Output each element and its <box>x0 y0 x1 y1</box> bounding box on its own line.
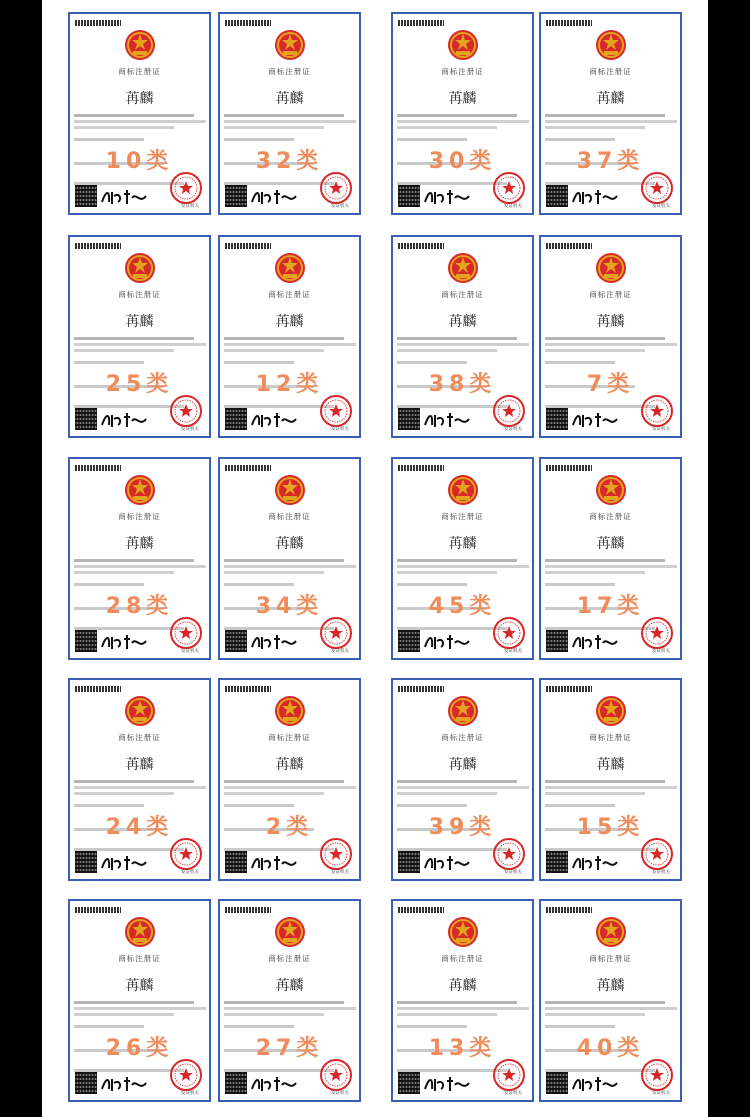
certificate-title: 商标注册证 <box>118 954 161 963</box>
trademark-certificate <box>391 457 534 660</box>
national-emblem-icon <box>273 251 307 285</box>
issuer-label: 发证机关 <box>181 870 199 875</box>
text-line <box>224 571 324 574</box>
class-label: 38类 <box>428 372 497 397</box>
qr-code-icon <box>225 185 247 207</box>
class-label: 17类 <box>576 594 645 619</box>
text-line <box>74 583 144 586</box>
header-barcode <box>546 243 592 249</box>
trademark-name: 苒麟 <box>275 314 304 330</box>
signature-icon <box>250 633 298 651</box>
class-label: 27类 <box>255 1036 324 1061</box>
text-line <box>397 583 467 586</box>
national-emblem-icon <box>123 473 157 507</box>
text-line <box>397 571 497 574</box>
qr-code-icon <box>75 408 97 430</box>
qr-code-icon <box>75 851 97 873</box>
certificate-title: 商标注册证 <box>589 733 632 742</box>
trademark-certificate <box>539 12 682 215</box>
header-barcode <box>225 243 271 249</box>
qr-code-icon <box>546 1072 568 1094</box>
national-emblem-icon <box>594 251 628 285</box>
text-line <box>224 780 344 783</box>
text-line <box>397 792 497 795</box>
official-seal-icon <box>492 394 526 428</box>
text-line <box>397 565 529 568</box>
trademark-certificate <box>539 899 682 1102</box>
trademark-name: 苒麟 <box>125 978 154 994</box>
certificate-title: 商标注册证 <box>268 67 311 76</box>
trademark-certificate <box>218 235 361 438</box>
trademark-certificate <box>539 235 682 438</box>
trademark-name: 苒麟 <box>448 314 477 330</box>
text-line <box>224 1013 324 1016</box>
certificate-title: 商标注册证 <box>441 512 484 521</box>
certificate-title: 商标注册证 <box>589 290 632 299</box>
text-line <box>224 120 356 123</box>
trademark-name: 苒麟 <box>275 91 304 107</box>
text-line <box>545 343 677 346</box>
text-line <box>74 126 174 129</box>
text-line <box>224 126 324 129</box>
text-line <box>545 1007 677 1010</box>
official-seal-icon <box>492 837 526 871</box>
text-line <box>397 138 467 141</box>
national-emblem-icon <box>273 473 307 507</box>
issuer-label: 发证机关 <box>504 1091 522 1096</box>
issuer-label: 发证机关 <box>652 204 670 209</box>
official-seal-icon <box>319 394 353 428</box>
signature-icon <box>571 1075 619 1093</box>
signature-icon <box>100 854 148 872</box>
header-barcode <box>75 20 121 26</box>
header-barcode <box>398 243 444 249</box>
issuer-label: 发证机关 <box>504 649 522 654</box>
class-label: 26类 <box>105 1036 174 1061</box>
trademark-certificate <box>391 235 534 438</box>
class-label: 25类 <box>105 372 174 397</box>
text-line <box>397 1025 467 1028</box>
class-label: 2类 <box>265 815 314 840</box>
class-label: 13类 <box>428 1036 497 1061</box>
official-seal-icon <box>492 171 526 205</box>
official-seal-icon <box>640 1058 674 1092</box>
issuer-label: 发证机关 <box>652 870 670 875</box>
qr-code-icon <box>398 408 420 430</box>
certificate-title: 商标注册证 <box>118 290 161 299</box>
text-line <box>224 559 344 562</box>
official-seal-icon <box>640 171 674 205</box>
signature-icon <box>571 633 619 651</box>
official-seal-icon <box>640 837 674 871</box>
text-line <box>74 337 194 340</box>
qr-code-icon <box>398 630 420 652</box>
official-seal-icon <box>640 394 674 428</box>
official-seal-icon <box>169 1058 203 1092</box>
class-label: 39类 <box>428 815 497 840</box>
text-line <box>74 1013 174 1016</box>
official-seal-icon <box>319 1058 353 1092</box>
text-line <box>74 559 194 562</box>
trademark-name: 苒麟 <box>596 91 625 107</box>
qr-code-icon <box>225 1072 247 1094</box>
text-line <box>545 361 615 364</box>
text-line <box>397 559 517 562</box>
qr-code-icon <box>225 408 247 430</box>
class-label: 12类 <box>255 372 324 397</box>
trademark-name: 苒麟 <box>275 978 304 994</box>
signature-icon <box>571 188 619 206</box>
header-barcode <box>546 20 592 26</box>
header-barcode <box>225 20 271 26</box>
certificate-title: 商标注册证 <box>441 67 484 76</box>
national-emblem-icon <box>446 694 480 728</box>
certificate-title: 商标注册证 <box>441 954 484 963</box>
header-barcode <box>75 686 121 692</box>
text-line <box>397 786 529 789</box>
text-line <box>545 804 615 807</box>
header-barcode <box>75 907 121 913</box>
certificate-sheet <box>42 0 708 1117</box>
trademark-name: 苒麟 <box>448 536 477 552</box>
trademark-certificate <box>218 678 361 881</box>
signature-icon <box>250 188 298 206</box>
header-barcode <box>546 465 592 471</box>
text-line <box>74 349 174 352</box>
text-line <box>74 804 144 807</box>
issuer-label: 发证机关 <box>331 427 349 432</box>
issuer-label: 发证机关 <box>504 870 522 875</box>
trademark-certificate <box>68 457 211 660</box>
class-label: 45类 <box>428 594 497 619</box>
trademark-certificate <box>68 12 211 215</box>
text-line <box>74 786 206 789</box>
header-barcode <box>225 686 271 692</box>
trademark-certificate <box>391 678 534 881</box>
text-line <box>545 120 677 123</box>
text-line <box>397 337 517 340</box>
class-label: 32类 <box>255 149 324 174</box>
text-line <box>545 559 665 562</box>
text-line <box>397 1013 497 1016</box>
text-line <box>224 138 294 141</box>
national-emblem-icon <box>446 473 480 507</box>
issuer-label: 发证机关 <box>181 649 199 654</box>
trademark-name: 苒麟 <box>448 91 477 107</box>
issuer-label: 发证机关 <box>652 427 670 432</box>
text-line <box>545 780 665 783</box>
signature-icon <box>423 188 471 206</box>
signature-icon <box>571 411 619 429</box>
official-seal-icon <box>169 837 203 871</box>
text-line <box>74 792 174 795</box>
official-seal-icon <box>169 394 203 428</box>
certificate-title: 商标注册证 <box>118 67 161 76</box>
certificate-title: 商标注册证 <box>441 733 484 742</box>
signature-icon <box>423 411 471 429</box>
trademark-name: 苒麟 <box>125 91 154 107</box>
text-line <box>545 786 677 789</box>
national-emblem-icon <box>446 915 480 949</box>
signature-icon <box>423 854 471 872</box>
issuer-label: 发证机关 <box>331 1091 349 1096</box>
text-line <box>224 804 294 807</box>
issuer-label: 发证机关 <box>652 1091 670 1096</box>
signature-icon <box>100 411 148 429</box>
header-barcode <box>225 907 271 913</box>
signature-icon <box>423 633 471 651</box>
national-emblem-icon <box>446 251 480 285</box>
qr-code-icon <box>225 630 247 652</box>
header-barcode <box>398 686 444 692</box>
text-line <box>224 583 294 586</box>
national-emblem-icon <box>123 915 157 949</box>
issuer-label: 发证机关 <box>652 649 670 654</box>
trademark-name: 苒麟 <box>596 757 625 773</box>
trademark-name: 苒麟 <box>596 314 625 330</box>
class-label: 7类 <box>586 372 635 397</box>
trademark-certificate <box>68 678 211 881</box>
signature-icon <box>250 1075 298 1093</box>
text-line <box>545 583 615 586</box>
header-barcode <box>75 243 121 249</box>
text-line <box>397 114 517 117</box>
certificate-title: 商标注册证 <box>268 512 311 521</box>
official-seal-icon <box>169 171 203 205</box>
text-line <box>224 1025 294 1028</box>
qr-code-icon <box>546 630 568 652</box>
trademark-certificate <box>68 899 211 1102</box>
trademark-certificate <box>218 12 361 215</box>
text-line <box>397 361 467 364</box>
trademark-certificate <box>391 12 534 215</box>
text-line <box>545 792 645 795</box>
text-line <box>224 1001 344 1004</box>
issuer-label: 发证机关 <box>331 870 349 875</box>
trademark-certificate <box>391 899 534 1102</box>
national-emblem-icon <box>273 694 307 728</box>
text-line <box>545 1013 645 1016</box>
text-line <box>397 343 529 346</box>
trademark-certificate <box>68 235 211 438</box>
qr-code-icon <box>75 630 97 652</box>
text-line <box>224 349 324 352</box>
text-line <box>224 343 356 346</box>
national-emblem-icon <box>594 28 628 62</box>
text-line <box>545 1025 615 1028</box>
qr-code-icon <box>225 851 247 873</box>
text-line <box>545 571 645 574</box>
header-barcode <box>75 465 121 471</box>
qr-code-icon <box>75 185 97 207</box>
text-line <box>224 114 344 117</box>
header-barcode <box>398 465 444 471</box>
signature-icon <box>100 188 148 206</box>
text-line <box>74 780 194 783</box>
signature-icon <box>250 854 298 872</box>
signature-icon <box>250 411 298 429</box>
trademark-name: 苒麟 <box>596 978 625 994</box>
text-line <box>545 565 677 568</box>
qr-code-icon <box>398 1072 420 1094</box>
national-emblem-icon <box>594 473 628 507</box>
qr-code-icon <box>546 408 568 430</box>
trademark-name: 苒麟 <box>125 536 154 552</box>
class-label: 15类 <box>576 815 645 840</box>
text-line <box>74 571 174 574</box>
national-emblem-icon <box>446 28 480 62</box>
certificate-title: 商标注册证 <box>589 512 632 521</box>
text-line <box>74 1001 194 1004</box>
text-line <box>224 565 356 568</box>
trademark-name: 苒麟 <box>596 536 625 552</box>
text-line <box>74 343 206 346</box>
text-line <box>397 1001 517 1004</box>
text-line <box>74 114 194 117</box>
trademark-name: 苒麟 <box>275 757 304 773</box>
class-label: 28类 <box>105 594 174 619</box>
header-barcode <box>225 465 271 471</box>
trademark-name: 苒麟 <box>448 757 477 773</box>
certificate-title: 商标注册证 <box>268 954 311 963</box>
class-label: 10类 <box>105 149 174 174</box>
text-line <box>397 804 467 807</box>
class-label: 34类 <box>255 594 324 619</box>
national-emblem-icon <box>123 251 157 285</box>
trademark-name: 苒麟 <box>275 536 304 552</box>
certificate-title: 商标注册证 <box>441 290 484 299</box>
header-barcode <box>398 907 444 913</box>
trademark-certificate <box>539 678 682 881</box>
text-line <box>74 361 144 364</box>
qr-code-icon <box>398 185 420 207</box>
class-label: 37类 <box>576 149 645 174</box>
certificate-title: 商标注册证 <box>118 733 161 742</box>
text-line <box>545 337 665 340</box>
signature-icon <box>571 854 619 872</box>
national-emblem-icon <box>273 28 307 62</box>
official-seal-icon <box>319 837 353 871</box>
text-line <box>397 120 529 123</box>
class-label: 30类 <box>428 149 497 174</box>
official-seal-icon <box>319 171 353 205</box>
issuer-label: 发证机关 <box>504 427 522 432</box>
trademark-certificate <box>218 457 361 660</box>
certificate-title: 商标注册证 <box>268 733 311 742</box>
qr-code-icon <box>546 851 568 873</box>
official-seal-icon <box>492 1058 526 1092</box>
text-line <box>74 1007 206 1010</box>
national-emblem-icon <box>123 694 157 728</box>
text-line <box>397 780 517 783</box>
trademark-certificate <box>218 899 361 1102</box>
header-barcode <box>546 686 592 692</box>
trademark-certificate <box>539 457 682 660</box>
header-barcode <box>546 907 592 913</box>
certificate-title: 商标注册证 <box>268 290 311 299</box>
qr-code-icon <box>546 185 568 207</box>
text-line <box>74 120 206 123</box>
certificate-title: 商标注册证 <box>589 67 632 76</box>
trademark-name: 苒麟 <box>448 978 477 994</box>
text-line <box>545 126 645 129</box>
issuer-label: 发证机关 <box>331 204 349 209</box>
signature-icon <box>100 633 148 651</box>
official-seal-icon <box>319 616 353 650</box>
national-emblem-icon <box>273 915 307 949</box>
trademark-name: 苒麟 <box>125 757 154 773</box>
national-emblem-icon <box>594 694 628 728</box>
issuer-label: 发证机关 <box>504 204 522 209</box>
trademark-name: 苒麟 <box>125 314 154 330</box>
text-line <box>224 337 344 340</box>
text-line <box>74 565 206 568</box>
national-emblem-icon <box>123 28 157 62</box>
text-line <box>397 1007 529 1010</box>
text-line <box>224 786 356 789</box>
qr-code-icon <box>75 1072 97 1094</box>
text-line <box>74 138 144 141</box>
text-line <box>74 1025 144 1028</box>
official-seal-icon <box>169 616 203 650</box>
issuer-label: 发证机关 <box>181 427 199 432</box>
text-line <box>545 114 665 117</box>
text-line <box>224 1007 356 1010</box>
text-line <box>397 349 497 352</box>
official-seal-icon <box>492 616 526 650</box>
text-line <box>545 138 615 141</box>
text-line <box>397 126 497 129</box>
text-line <box>545 349 645 352</box>
national-emblem-icon <box>594 915 628 949</box>
issuer-label: 发证机关 <box>181 204 199 209</box>
class-label: 24类 <box>105 815 174 840</box>
signature-icon <box>423 1075 471 1093</box>
qr-code-icon <box>398 851 420 873</box>
text-line <box>545 1001 665 1004</box>
text-line <box>224 361 294 364</box>
signature-icon <box>100 1075 148 1093</box>
certificate-title: 商标注册证 <box>118 512 161 521</box>
official-seal-icon <box>640 616 674 650</box>
text-line <box>224 792 324 795</box>
certificate-title: 商标注册证 <box>589 954 632 963</box>
issuer-label: 发证机关 <box>181 1091 199 1096</box>
header-barcode <box>398 20 444 26</box>
issuer-label: 发证机关 <box>331 649 349 654</box>
class-label: 40类 <box>576 1036 645 1061</box>
